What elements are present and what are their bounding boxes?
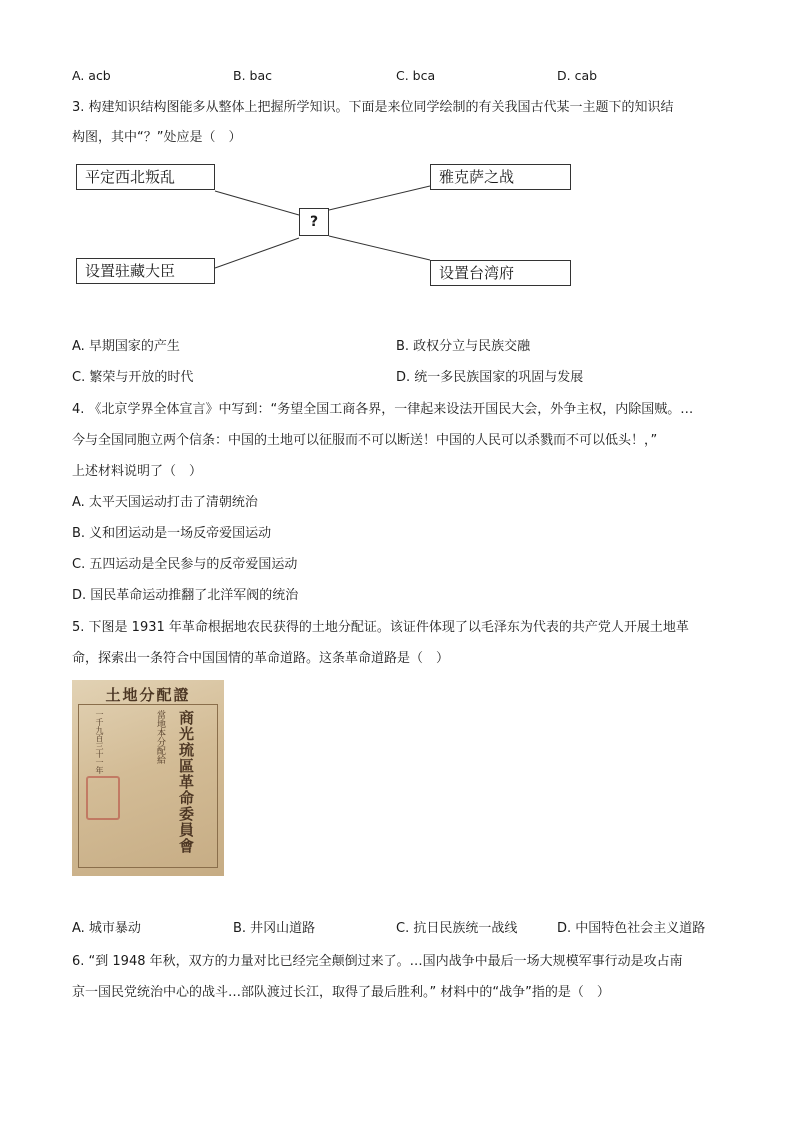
q4-stem-line1: 4. 《北京学界全体宣言》中写到：“务望全国工商各界，一律起来设法开国民大会，外争主权，内除国贼。…: [72, 402, 694, 417]
q2-option-a: A. acb: [72, 68, 111, 83]
diagram-node-bottom-left: 设置驻藏大臣: [76, 258, 215, 284]
q2-option-b: B. bac: [233, 68, 272, 83]
q3-option-b: B. 政权分立与民族交融: [396, 339, 531, 354]
q5-option-a: A. 城市暴动: [72, 921, 141, 936]
certificate-date-column: 一千九百三十一年: [95, 710, 104, 774]
knowledge-structure-diagram: [75, 160, 575, 290]
q2-option-c: C. bca: [396, 68, 436, 83]
q3-stem-line1: 3. 构建知识结构图能多从整体上把握所学知识。下面是来位同学绘制的有关我国古代某一主题下的知识结: [72, 100, 674, 115]
q6-stem-line1: 6. “到 1948 年秋，双方的力量对比已经完全颠倒过来了。…国内战争中最后一场大规模军事行动是攻占南: [72, 954, 683, 969]
certificate-text-column: 當地本分配給: [155, 710, 165, 764]
q4-stem-line3: 上述材料说明了（ ）: [72, 464, 203, 479]
q5-stem-line2: 命，探索出一条符合中国国情的革命道路。这条革命道路是（ ）: [72, 651, 450, 666]
certificate-issuer-column: 商光琉區革命委員會: [177, 710, 195, 854]
connector-bottom-left: [215, 238, 299, 268]
q3-option-c: C. 繁荣与开放的时代: [72, 370, 194, 385]
red-seal-stamp: [86, 776, 120, 820]
q4-option-a: A. 太平天国运动打击了清朝统治: [72, 495, 258, 510]
q3-stem-line2: 构图，其中“？”处应是（ ）: [72, 130, 242, 145]
q5-stem-line1: 5. 下图是 1931 年革命根据地农民获得的土地分配证。该证件体现了以毛泽东为代表的共产党人开展土地革: [72, 620, 689, 635]
connector-top-right: [329, 186, 430, 210]
q4-stem-line2: 今与全国同胞立两个信条：中国的土地可以征服而不可以断送！中国的人民可以杀戮而不可以低头！，”: [72, 433, 658, 448]
diagram-node-top-right: 雅克萨之战: [430, 164, 571, 190]
q6-stem-line2: 京一国民党统治中心的战斗…部队渡过长江，取得了最后胜利。” 材料中的“战争”指的是（ ）: [72, 985, 610, 1000]
diagram-node-bottom-right: 设置台湾府: [430, 260, 571, 286]
connector-top-left: [215, 191, 299, 215]
q4-option-b: B. 义和团运动是一场反帝爱国运动: [72, 526, 272, 541]
diagram-node-top-left: 平定西北叛乱: [76, 164, 215, 190]
certificate-title: 土地分配證: [105, 686, 191, 704]
q2-option-d: D. cab: [557, 68, 598, 83]
q3-option-d: D. 统一多民族国家的巩固与发展: [396, 370, 584, 385]
q5-option-b: B. 井冈山道路: [233, 921, 316, 936]
connector-bottom-right: [329, 236, 430, 260]
q5-option-d: D. 中国特色社会主义道路: [557, 921, 706, 936]
q3-option-a: A. 早期国家的产生: [72, 339, 180, 354]
diagram-node-center: ?: [299, 208, 329, 236]
q4-option-d: D. 国民革命运动推翻了北洋军阀的统治: [72, 588, 299, 603]
q4-option-c: C. 五四运动是全民参与的反帝爱国运动: [72, 557, 298, 572]
land-certificate-photo: [72, 680, 224, 876]
q5-option-c: C. 抗日民族统一战线: [396, 921, 518, 936]
